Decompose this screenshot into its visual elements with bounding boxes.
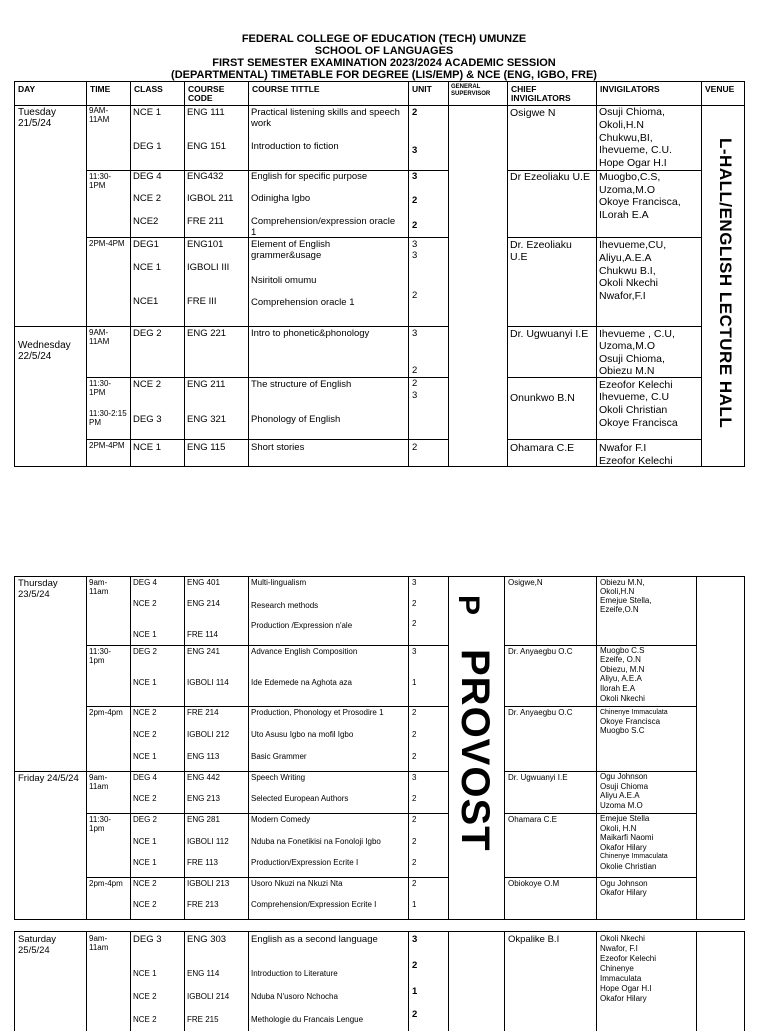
unit-cell: 2	[412, 794, 417, 803]
unit-cell: 1	[412, 986, 418, 997]
unit-cell: 2	[412, 815, 417, 824]
invigilator: Muogbo,C.S,	[599, 171, 661, 183]
invigilator: Okafor Hilary	[600, 994, 647, 1003]
chief-cell: Dr. Anyaegbu O.C	[508, 708, 573, 717]
time-cell: 11:30-1pm	[89, 647, 112, 665]
class-cell: NCE1	[133, 296, 159, 307]
title-cell: Intro to phonetic&phonology	[251, 328, 370, 339]
title-cell: Comprehension/Expression Ecrite I	[251, 900, 377, 909]
invigilator: Uzoma,M.O	[599, 340, 656, 352]
invigilator: Okoli Christian	[599, 404, 668, 416]
class-cell: DEG 3	[133, 934, 162, 945]
unit-cell: 2	[412, 730, 417, 739]
unit-cell: 2	[412, 442, 418, 453]
col-unit: UNIT	[412, 84, 432, 94]
code-cell: FRE III	[187, 296, 217, 307]
chief-cell: Onunkwo B.N	[510, 392, 575, 404]
code-cell: IGBOL 211	[187, 193, 234, 204]
code-cell: ENG101	[187, 239, 224, 250]
invigilator: Okoye Francisca	[600, 717, 661, 726]
col-class: CLASS	[134, 84, 163, 94]
class-cell: NCE 1	[133, 678, 157, 687]
class-cell: DEG 2	[133, 328, 162, 339]
class-cell: NCE 1	[133, 969, 157, 978]
invigilator: Chukwu,BI,	[599, 132, 653, 144]
unit-cell: 3	[412, 578, 417, 587]
chief-cell: Dr. Ezeoliaku U.E	[510, 239, 572, 263]
timetable-table-1	[14, 81, 745, 467]
unit-cell: 2	[412, 708, 417, 717]
code-cell: ENG 151	[187, 141, 227, 152]
title-cell: English for specific purpose	[251, 171, 368, 182]
invigilator: Obiezu, M.N	[600, 665, 645, 674]
invigilator: Ogu Johnson	[600, 879, 648, 888]
code-cell: FRE 214	[187, 708, 219, 717]
unit-cell: 2	[412, 599, 417, 608]
col-time: TIME	[90, 84, 111, 94]
invigilator: Chukwu B.I,	[599, 265, 656, 277]
invigilator: Chinenye Immaculata	[600, 709, 668, 716]
invigilator: Obiezu M.N,	[600, 578, 645, 587]
unit-cell: 3	[412, 250, 418, 261]
invigilator: Ezeofor Kelechi	[599, 379, 673, 391]
class-cell: NCE 1	[133, 630, 157, 639]
invigilator: Emejue Stella	[600, 814, 650, 823]
unit-cell: 1	[412, 900, 417, 909]
unit-cell: 2	[412, 837, 417, 846]
class-cell: NCE 2	[133, 708, 157, 717]
invigilator: Okoli Nkechi	[600, 694, 645, 703]
time-cell: 2pm-4pm	[89, 708, 123, 717]
title-cell: Multi-lingualism	[251, 578, 307, 587]
code-cell: IGBOLI 212	[187, 730, 230, 739]
unit-cell: 2	[412, 195, 418, 206]
invigilator: Ilorah E.A	[600, 684, 636, 693]
time-cell: 9am-11am	[89, 934, 109, 952]
unit-cell: 2	[412, 619, 417, 628]
invigilator: Uzoma,M.O	[599, 184, 656, 196]
invigilator: Emejue Stella,	[600, 596, 652, 605]
day-cell: Tuesday 21/5/24	[18, 107, 56, 129]
class-cell: NCE 2	[133, 900, 157, 909]
invigilator: Chinenye	[600, 964, 634, 973]
invigilator: Okoli,H.N	[599, 119, 644, 131]
code-cell: ENG 321	[187, 414, 227, 425]
invigilator: Ezeofor Kelechi	[600, 954, 657, 963]
code-cell: ENG 113	[187, 752, 220, 761]
title-cell: The structure of English	[251, 379, 352, 390]
invigilator: Uzoma M.O	[600, 801, 643, 810]
unit-cell: 2	[412, 365, 418, 376]
class-cell: DEG 2	[133, 647, 158, 656]
class-cell: NCE 1	[133, 262, 161, 273]
day-cell: Thursday 23/5/24	[18, 578, 58, 600]
invigilator: Nwafor F.I	[599, 442, 647, 454]
class-cell: NCE 2	[133, 193, 161, 204]
code-cell: IGBOLI 112	[187, 837, 229, 846]
time-cell: 9am-11am	[89, 578, 109, 596]
unit-cell: 1	[412, 678, 417, 687]
class-cell: NCE 1	[133, 107, 161, 118]
invigilator: Ihevueme, C.U	[599, 391, 670, 403]
time-cell: 9AM-11AM	[89, 328, 110, 346]
chief-cell: Dr. Ugwuanyi I.E	[510, 328, 589, 340]
title-cell: Production, Phonology et Prosodire 1	[251, 708, 384, 717]
unit-cell: 3	[412, 328, 418, 339]
unit-cell: 3	[412, 145, 418, 156]
code-cell: ENG 442	[187, 773, 220, 782]
title-cell: Speech Writing	[251, 773, 306, 782]
invigilator: Muogbo C.S	[600, 646, 645, 655]
code-cell: ENG 213	[187, 794, 220, 803]
invigilator: Muogbo S.C	[600, 726, 645, 735]
class-cell: NCE 2	[133, 992, 157, 1001]
code-cell: ENG 303	[187, 934, 227, 945]
code-cell: ENG 114	[187, 969, 220, 978]
invigilator: Aliyu,A.E.A	[599, 252, 652, 264]
code-cell: ENG 221	[187, 328, 227, 339]
chief-cell: Dr. Anyaegbu O.C	[508, 647, 573, 656]
provost-mark: P	[452, 595, 485, 616]
code-cell: IGBOLI 214	[187, 992, 230, 1001]
timetable-table-2	[14, 576, 745, 920]
unit-cell: 2	[412, 858, 417, 867]
code-cell: ENG 401	[187, 578, 220, 587]
class-cell: NCE 2	[133, 879, 157, 888]
title-cell: Research methods	[251, 601, 319, 610]
day-cell: Friday 24/5/24	[18, 773, 79, 784]
unit-cell: 2	[412, 879, 417, 888]
invigilator: Osuji Chioma,	[599, 353, 665, 365]
unit-cell: 3	[412, 647, 417, 656]
title-cell: Uto Asusu Igbo na mofil Igbo	[251, 730, 354, 739]
class-cell: DEG 4	[133, 171, 162, 182]
invigilator: Aliyu A.E.A	[600, 791, 640, 800]
title-cell: Odinigha Igbo	[251, 193, 311, 204]
title-cell: Production/Expression Ecrite I	[251, 858, 359, 867]
venue-label: L-HALL/ENGLISH LECTURE HALL	[716, 138, 735, 429]
unit-cell: 3	[412, 171, 418, 182]
time-cell: 2PM-4PM	[89, 239, 125, 248]
invigilator: ILorah E.A	[599, 209, 649, 221]
code-cell: FRE 211	[187, 216, 224, 227]
title-cell: Selected European Authors	[251, 794, 349, 803]
code-cell: FRE 114	[187, 630, 218, 639]
class-cell: NCE 2	[133, 379, 161, 390]
invigilator: Okoli Nkechi	[600, 934, 645, 943]
code-cell: ENG 281	[187, 815, 220, 824]
title-cell: Element of English grammer&usage	[251, 239, 331, 261]
col-invigilators: INVIGILATORS	[600, 84, 660, 94]
timetable-table-3	[14, 931, 745, 1031]
invigilator: Okolie Christian	[600, 862, 657, 871]
invigilator: Chinenye Immaculata	[600, 853, 668, 860]
title-cell: Nduba na Fonetikisi na Fonoloji Igbo	[251, 837, 381, 846]
col-venue: VENUE	[705, 84, 735, 94]
unit-cell: 2	[412, 290, 418, 301]
unit-cell: 2	[412, 1009, 418, 1020]
class-cell: NCE 2	[133, 599, 157, 608]
chief-cell: Osigwe N	[510, 107, 556, 119]
code-cell: ENG 241	[187, 647, 220, 656]
invigilator: Okoye Francisca	[599, 417, 678, 429]
college-name: FEDERAL COLLEGE OF EDUCATION (TECH) UMUNZE	[241, 33, 527, 45]
class-cell: NCE 2	[133, 730, 157, 739]
unit-cell: 2	[412, 378, 418, 389]
title-cell: Introduction to fiction	[251, 141, 339, 152]
class-cell: DEG1	[133, 239, 159, 250]
title-cell: Modern Comedy	[251, 815, 311, 824]
code-cell: FRE 215	[187, 1015, 219, 1024]
unit-cell: 2	[412, 752, 417, 761]
col-course-code: COURSE CODE	[188, 84, 225, 103]
invigilator: Ihevueme, C.U.	[599, 144, 672, 156]
class-cell: NCE 1	[133, 442, 161, 453]
invigilator: Okoli,H.N	[600, 587, 635, 596]
title-cell: Phonology of English	[251, 414, 341, 425]
time-cell: 9am-11am	[89, 773, 109, 791]
time-cell: 11:30-1pm	[89, 815, 112, 833]
title-cell: Ide Edemede na Aghota aza	[251, 678, 352, 687]
invigilator: Nwafor, F.I	[600, 944, 638, 953]
invigilator: Ogu Johnson	[600, 772, 648, 781]
time-cell: 9AM-11AM	[89, 106, 110, 124]
school-name: SCHOOL OF LANGUAGES	[314, 45, 454, 57]
code-cell: FRE 113	[187, 858, 218, 867]
code-cell: FRE 213	[187, 900, 219, 909]
chief-cell: Dr. Ugwuanyi I.E	[508, 773, 568, 782]
code-cell: ENG 214	[187, 599, 220, 608]
time-cell: 2PM-4PM	[89, 441, 125, 450]
title-cell: Introduction to Literature	[251, 969, 338, 978]
class-cell: NCE2	[133, 216, 159, 227]
time-cell: 11:30-1PM	[89, 172, 112, 190]
time-cell: 2pm-4pm	[89, 879, 123, 888]
col-chief-invigilators: CHIEF INVIGILATORS	[511, 84, 571, 103]
title-cell: Production /Expression n'ale	[251, 621, 353, 630]
title-cell: Usoro Nkuzi na Nkuzi Nta	[251, 879, 343, 888]
provost-label: PROVOST	[453, 649, 497, 852]
unit-cell: 3	[412, 773, 417, 782]
invigilator: Ihevueme , C.U,	[599, 328, 675, 340]
code-cell: ENG432	[187, 171, 224, 182]
class-cell: DEG 3	[133, 414, 162, 425]
day-cell: Saturday 25/5/24	[18, 934, 57, 956]
title-cell: English as a second language	[251, 934, 378, 945]
chief-cell: Obiokoye O.M	[508, 879, 560, 888]
invigilator: Ezeife, O.N	[600, 655, 641, 664]
title-cell: Short stories	[251, 442, 305, 453]
class-cell: NCE 1	[133, 752, 157, 761]
code-cell: ENG 115	[187, 442, 226, 453]
invigilator: Ihevueme,CU,	[599, 239, 667, 251]
invigilator: Ezeofor Kelechi	[599, 455, 673, 467]
col-course-title: COURSE TITTLE	[252, 84, 320, 94]
invigilator: Nwafor,F.I	[599, 290, 646, 302]
title-cell: Comprehension oracle 1	[251, 297, 355, 308]
invigilator: Okafor Hilary	[600, 888, 647, 897]
invigilator: Okoli Nkechi	[599, 277, 658, 289]
unit-cell: 3	[412, 239, 418, 250]
title-cell: Nduba N'usoro Nchocha	[251, 992, 338, 1001]
title-cell: Methologie du Francais Lengue	[251, 1015, 364, 1024]
time-cell: 11:30-2:15 PM	[89, 409, 127, 427]
title-cell: Basic Grammer	[251, 752, 307, 761]
class-cell: NCE 1	[133, 858, 157, 867]
code-cell: IGBOLI 114	[187, 678, 229, 687]
invigilator: Obiezu M.N	[599, 365, 655, 377]
invigilator: Aliyu, A.E.A	[600, 674, 642, 683]
code-cell: IGBOLI III	[187, 262, 230, 273]
class-cell: NCE 2	[133, 794, 157, 803]
chief-cell: Dr Ezeoliaku U.E	[510, 171, 590, 183]
invigilator: Hope Ogar H.I	[599, 157, 667, 169]
code-cell: ENG 211	[187, 379, 226, 390]
chief-cell: Osigwe,N	[508, 578, 543, 587]
class-cell: NCE 2	[133, 1015, 157, 1024]
chief-cell: Ohamara C.E	[508, 815, 557, 824]
title-cell: Advance English Composition	[251, 647, 358, 656]
invigilator: Osuji Chioma	[600, 782, 649, 791]
class-cell: DEG 4	[133, 578, 158, 587]
day-cell: Wednesday 22/5/24	[18, 340, 71, 362]
col-general-supervisor: GENERAL SUPERVISOR	[451, 84, 491, 97]
unit-cell: 2	[412, 220, 418, 231]
chief-cell: Ohamara C.E	[510, 442, 575, 454]
code-cell: IGBOLI 213	[187, 879, 230, 888]
title-cell: Nsiritoli omumu	[251, 275, 317, 286]
invigilator: Hope Ogar H.I	[600, 984, 652, 993]
invigilator: Ezeife,O.N	[600, 605, 639, 614]
exam-title: FIRST SEMESTER EXAMINATION 2023/2024 ACADEMIC SESSION	[212, 57, 556, 69]
chief-cell: Okpalike B.I	[508, 934, 560, 945]
timetable-title: (DEPARTMENTAL) TIMETABLE FOR DEGREE (LIS/EMP) & NCE (ENG, IGBO, FRE)	[171, 69, 597, 81]
unit-cell: 2	[412, 960, 418, 971]
invigilator: Okoli, H.N	[600, 824, 637, 833]
invigilator: Okoye Francisca,	[599, 196, 681, 208]
class-cell: NCE 1	[133, 837, 157, 846]
title-cell: Practical listening skills and speech work	[251, 107, 400, 129]
col-day: DAY	[18, 84, 36, 94]
unit-cell: 2	[412, 107, 418, 118]
invigilator: Osuji Chioma,	[599, 106, 665, 118]
title-cell: Comprehension/expression oracle 1	[251, 216, 396, 238]
code-cell: ENG 111	[187, 107, 225, 118]
time-cell: 11:30-1PM	[89, 379, 112, 397]
invigilator: Immaculata	[600, 974, 642, 983]
invigilator: Okafor Hilary	[600, 843, 647, 852]
class-cell: DEG 2	[133, 815, 158, 824]
invigilator: Maikarfi Naomi	[600, 833, 654, 842]
unit-cell: 3	[412, 934, 418, 945]
class-cell: DEG 4	[133, 773, 158, 782]
class-cell: DEG 1	[133, 141, 162, 152]
unit-cell: 3	[412, 390, 418, 401]
